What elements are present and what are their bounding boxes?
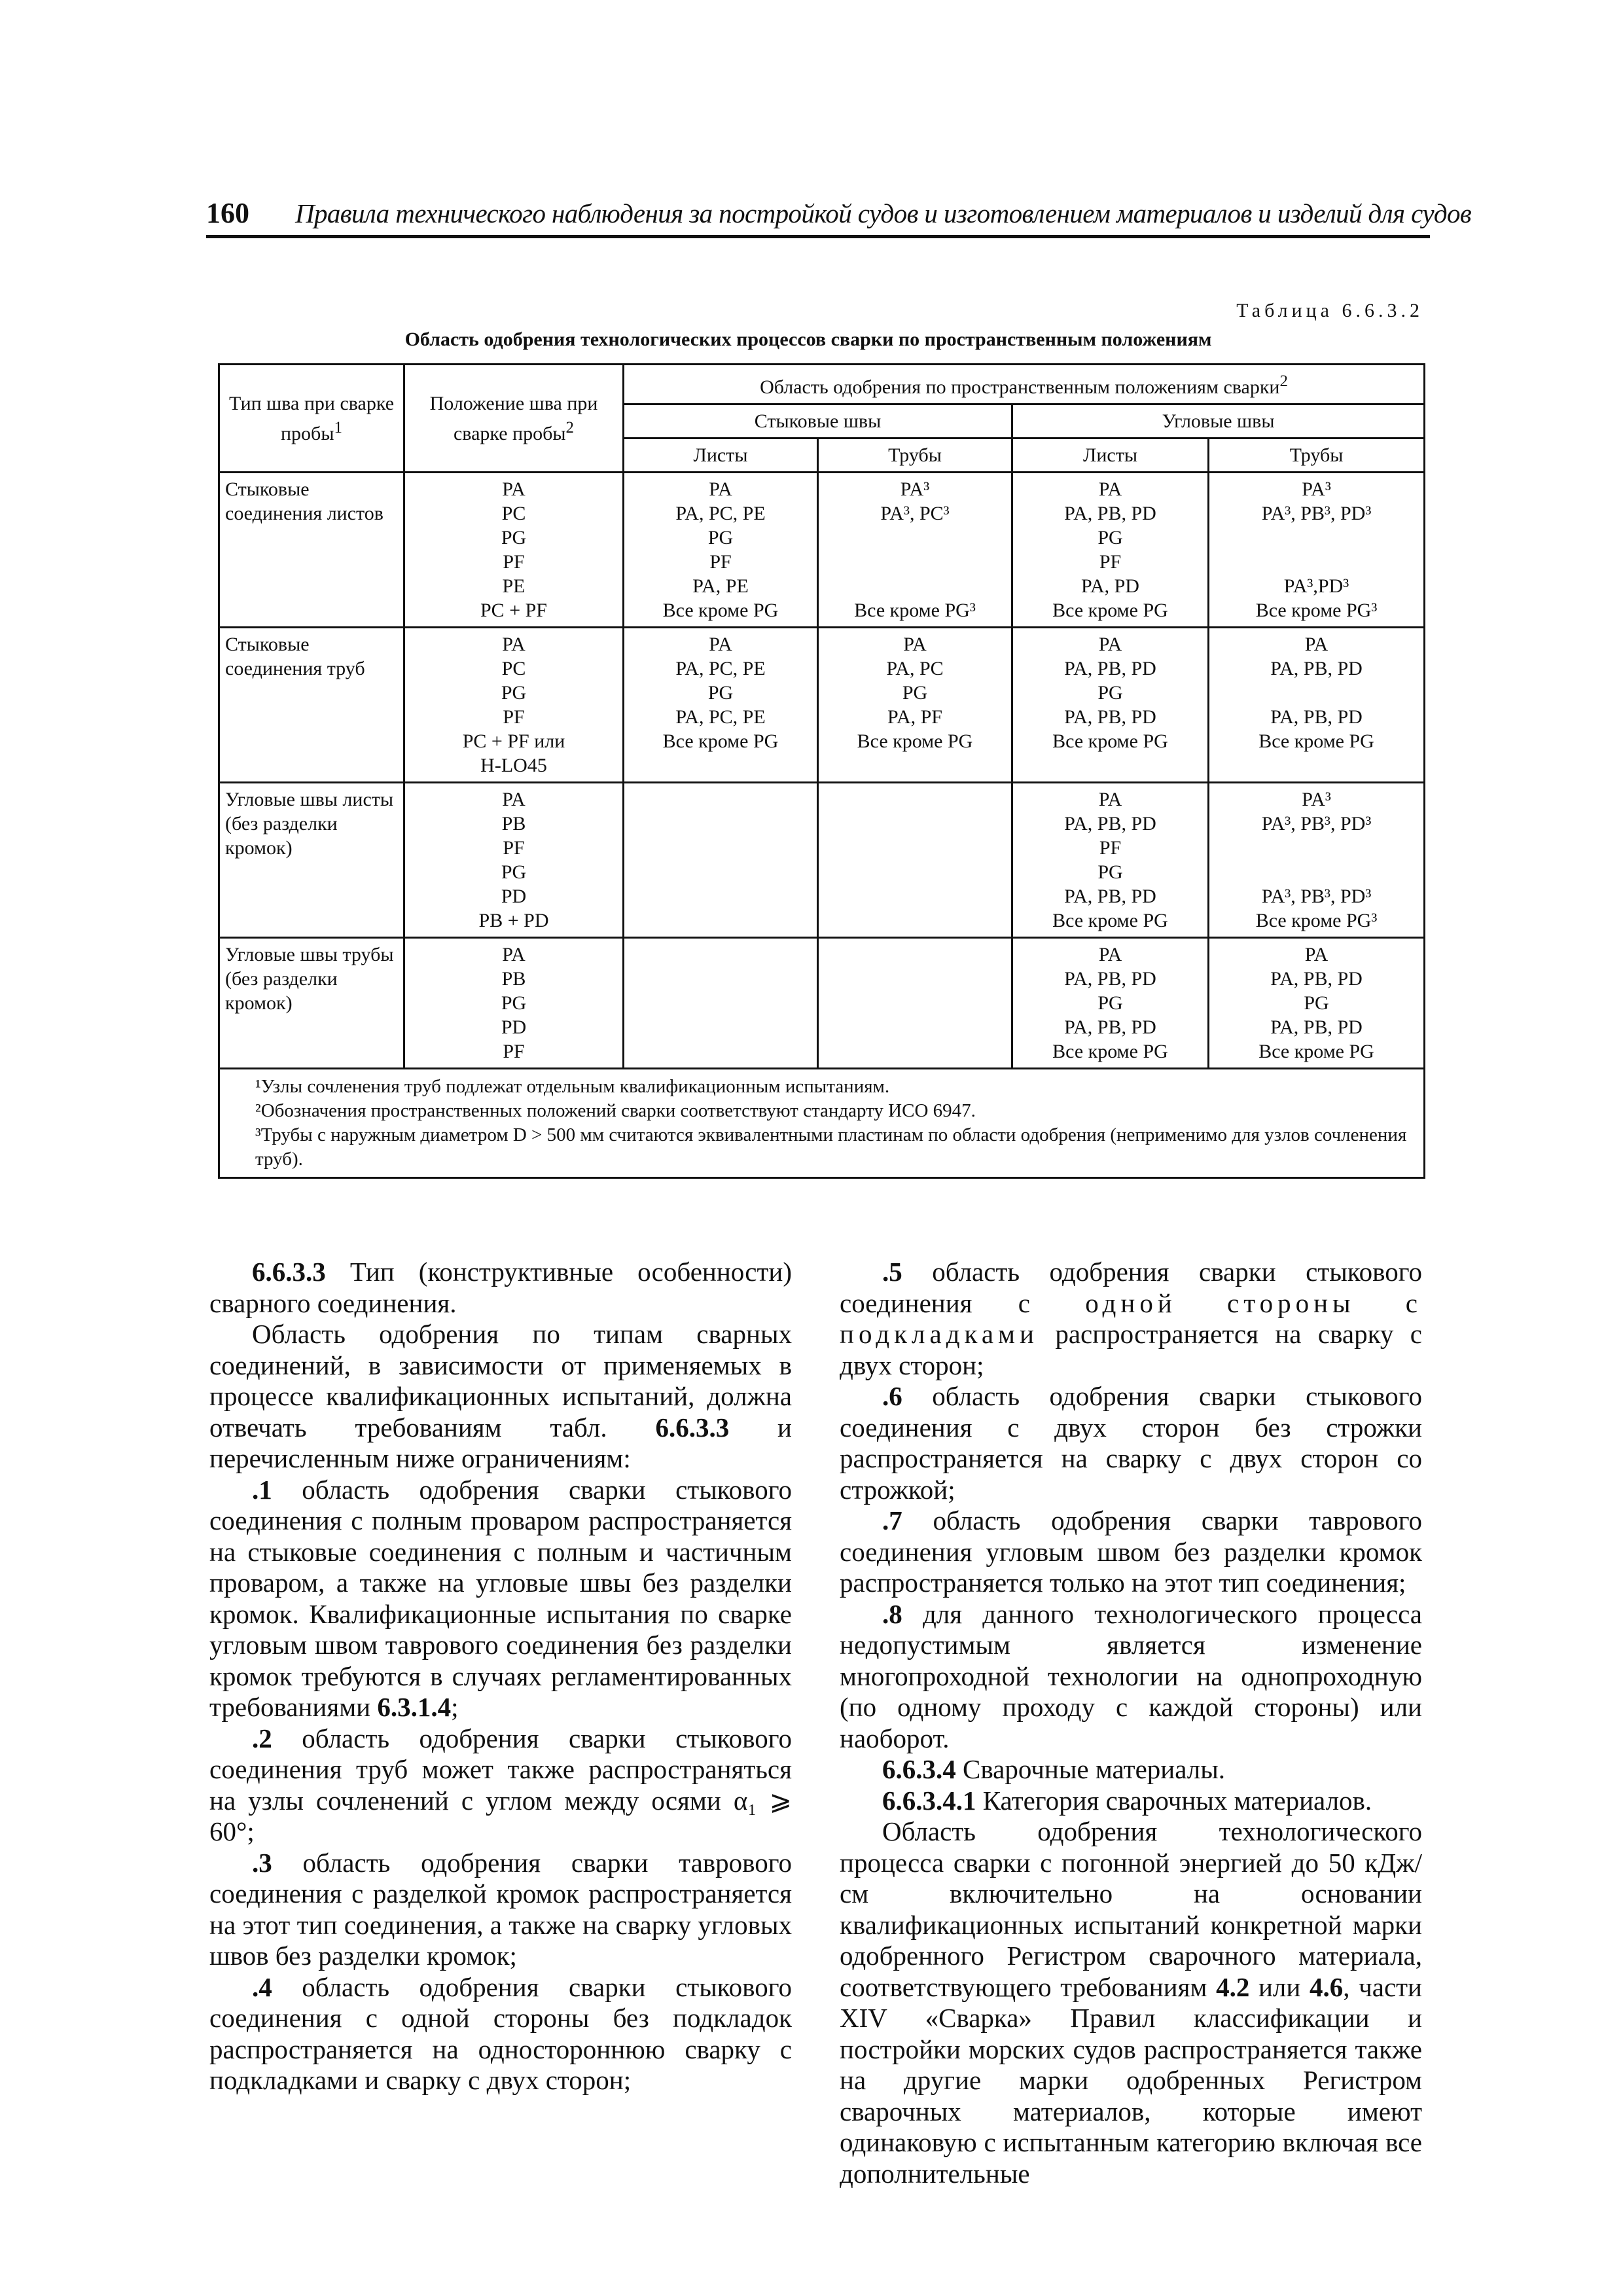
cell-position: PA PB PG PD PF bbox=[404, 938, 624, 1069]
note-1: ¹Узлы сочленения труб подлежат отдельным квалификационным испытаниям. bbox=[255, 1076, 890, 1097]
item-5: .5 область одобрения сварки стыкового соединения с одной стороны с подкладками распространяется на сварку с двух сторон; bbox=[840, 1257, 1422, 1380]
item-1: .1 область одобрения сварки стыкового соединения с полным проваром распространяется на стыковые соединения с полным и частичным проваром, а также на угловые швы без разделки кромок. Квалификационные испытания по сварке угловым швом таврового соединения без разделки кромок требуются в случаях регламентированных требованиями 6.3.1.4; bbox=[209, 1474, 792, 1722]
page-number: 160 bbox=[206, 197, 249, 229]
cell-fillet-pipes: PA³ PA³, PB³, PD³ PA³,PD³ Все кроме PG³ bbox=[1209, 473, 1425, 628]
table-row bbox=[219, 628, 1425, 783]
item-6: .6 область одобрения сварки стыкового соединения с двух сторон без строжки распространяется на сварку с двух сторон со строжкой; bbox=[840, 1381, 1422, 1505]
cell-fillet-sheets: PA PA, PB, PD PG PA, PB, PD Все кроме PG bbox=[1012, 938, 1209, 1069]
cell-fillet-sheets: PA PA, PB, PD PF PG PA, PB, PD Все кроме PG bbox=[1012, 783, 1209, 938]
cell-butt-pipes bbox=[818, 938, 1012, 1069]
cell-fillet-sheets: PA PA, PB, PD PG PA, PB, PD Все кроме PG bbox=[1012, 628, 1209, 783]
cell-type: Стыковые соединения труб bbox=[219, 628, 404, 783]
table-body bbox=[219, 473, 1425, 1069]
cell-position: PA PC PG PF PE PC + PF bbox=[404, 473, 624, 628]
paragraph-approval-types: Область одобрения по типам сварных соединений, в зависимости от применяемых в процессе квалификационных испытаний, должна отвечать требованиям табл. 6.6.3.3 и перечисленным ниже ограничениям: bbox=[209, 1319, 792, 1473]
section-6-6-3-3: 6.6.3.3 Тип (конструктивные особенности) сварного соединения. bbox=[209, 1257, 792, 1318]
header-fillet-sheets: Листы bbox=[1012, 439, 1209, 473]
header-fillet-welds: Угловые швы bbox=[1012, 404, 1425, 439]
header-butt-sheets: Листы bbox=[624, 439, 818, 473]
item-2: .2 область одобрения сварки стыкового соединения труб может также распространяться на узлы сочленений с углом между осями α₁ ⩾ 60°; bbox=[209, 1723, 792, 1846]
table-row bbox=[219, 783, 1425, 938]
cell-butt-pipes: PA³ PA³, PC³ Все кроме PG³ bbox=[818, 473, 1012, 628]
header-butt-welds: Стыковые швы bbox=[624, 404, 1012, 439]
table-notes bbox=[219, 1069, 1425, 1178]
item-4: .4 область одобрения сварки стыкового соединения с одной стороны без подкладок распространяется на одностороннюю сварку с подкладками и сварку с двух сторон; bbox=[209, 1971, 792, 2095]
cell-butt-sheets: PA PA, PC, PE PG PA, PC, PE Все кроме PG bbox=[624, 628, 818, 783]
welding-positions-table bbox=[218, 363, 1425, 1179]
cell-butt-sheets bbox=[624, 938, 818, 1069]
paragraph-consumables: Область одобрения технологического процесса сварки с погонной энергией до 50 кДж/см включительно на основании квалификационных испытаний конкретной марки одобренного Регистром сварочного материала, соответствующего требованиям 4.2 или 4.6, части XIV «Сварка» Правил классификации и постройки морских судов распространяется также на другие марки одобренных Регистром сварочных материалов, которые имеют одинаковую с испытанным категорию включая все дополнительные bbox=[840, 1816, 1422, 2189]
table-number: Таблица 6.6.3.2 bbox=[1236, 300, 1423, 321]
table-row bbox=[219, 473, 1425, 628]
cell-type: Угловые швы трубы (без разделки кромок) bbox=[219, 938, 404, 1069]
cell-type: Стыковые соединения листов bbox=[219, 473, 404, 628]
table-row bbox=[219, 938, 1425, 1069]
note-2: ²Обозначения пространственных положений сварки соответствуют стандарту ИСО 6947. bbox=[255, 1100, 976, 1121]
cell-fillet-pipes: PA PA, PB, PD PG PA, PB, PD Все кроме PG bbox=[1209, 938, 1425, 1069]
cell-fillet-pipes: PA³ PA³, PB³, PD³ PA³, PB³, PD³ Все кроме PG³ bbox=[1209, 783, 1425, 938]
cell-butt-sheets bbox=[624, 783, 818, 938]
left-text-column bbox=[209, 1257, 792, 2096]
page-header bbox=[206, 196, 1472, 238]
cell-butt-pipes: PA PA, PC PG PA, PF Все кроме PG bbox=[818, 628, 1012, 783]
cell-fillet-sheets: PA PA, PB, PD PG PF PA, PD Все кроме PG bbox=[1012, 473, 1209, 628]
cell-position: PA PC PG PF PC + PF или H-LO45 bbox=[404, 628, 624, 783]
right-text-column bbox=[840, 1257, 1422, 2189]
header-approval-range: Область одобрения по пространственным положениям сварки$^2$ bbox=[624, 365, 1425, 404]
running-title: Правила технического наблюдения за постройкой судов и изготовлением материалов и изделий для судов bbox=[295, 198, 1472, 228]
item-7: .7 область одобрения сварки таврового соединения угловым швом без разделки кромок распространяется только на этот тип соединения; bbox=[840, 1505, 1422, 1598]
header-butt-pipes: Трубы bbox=[818, 439, 1012, 473]
cell-butt-pipes bbox=[818, 783, 1012, 938]
table-caption: Область одобрения технологических процессов сварки по пространственным положениям bbox=[404, 329, 1212, 350]
header-weld-type: Тип шва при сварке пробы$^1$ bbox=[219, 365, 404, 473]
item-3: .3 область одобрения сварки таврового соединения с разделкой кромок распространяется на этот тип соединения, а также на сварку угловых швов без разделки кромок; bbox=[209, 1847, 792, 1971]
cell-position: PA PB PF PG PD PB + PD bbox=[404, 783, 624, 938]
item-8: .8 для данного технологического процесса недопустимым является изменение многопроходной технологии на однопроходную (по одному проходу с каждой стороны) или наоборот. bbox=[840, 1598, 1422, 1753]
header-position: Положение шва при сварке пробы$^2$ bbox=[404, 365, 624, 473]
section-6-6-3-4-1: 6.6.3.4.1 Категория сварочных материалов. bbox=[882, 1785, 1372, 1816]
header-fillet-pipes: Трубы bbox=[1209, 439, 1425, 473]
cell-butt-sheets: PA PA, PC, PE PG PF PA, PE Все кроме PG bbox=[624, 473, 818, 628]
section-6-6-3-4: 6.6.3.4 Сварочные материалы. bbox=[882, 1754, 1226, 1784]
cell-type: Угловые швы листы (без разделки кромок) bbox=[219, 783, 404, 938]
cell-fillet-pipes: PA PA, PB, PD PA, PB, PD Все кроме PG bbox=[1209, 628, 1425, 783]
note-3: ³Трубы с наружным диаметром D > 500 мм считаются эквивалентными пластинам по области одобрения (неприменимо для узлов сочленения труб). bbox=[255, 1124, 1407, 1170]
